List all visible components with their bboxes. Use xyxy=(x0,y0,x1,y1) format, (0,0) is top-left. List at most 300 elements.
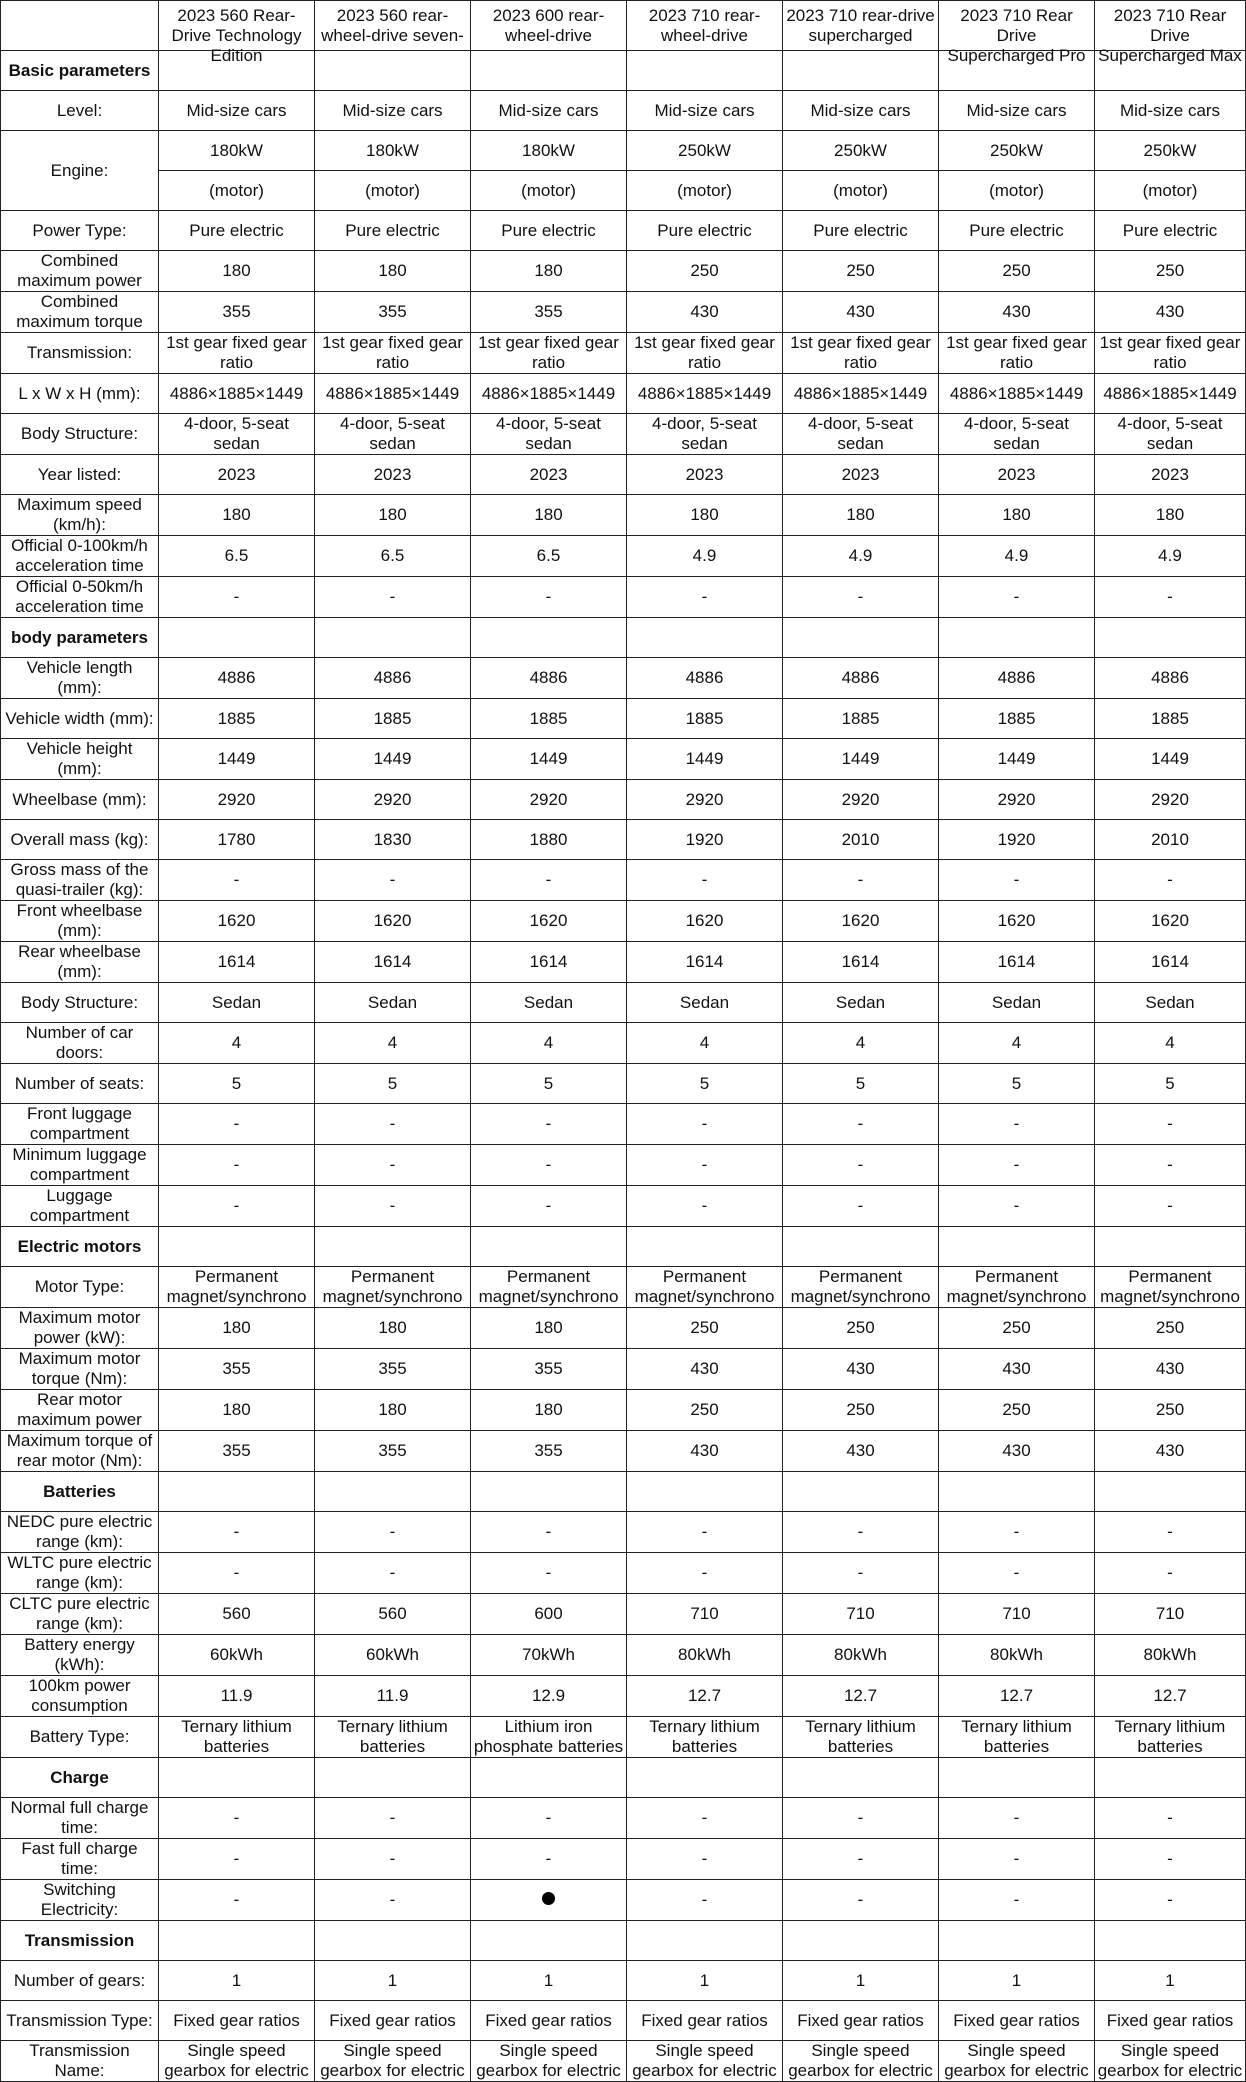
value-cell xyxy=(939,1635,1095,1676)
value-text: 5 xyxy=(699,1073,710,1093)
data-row xyxy=(1,1798,1246,1839)
value-cell xyxy=(315,780,471,820)
value-text: 1 xyxy=(1165,1970,1175,1990)
value-text: 5 xyxy=(855,1073,866,1093)
data-row xyxy=(1,1553,1246,1594)
row-label xyxy=(1,577,159,618)
value-text: 4-door, 5-seat sedan xyxy=(1117,414,1223,453)
value-cell xyxy=(939,414,1095,455)
row-label-text: Number of seats: xyxy=(14,1073,145,1093)
value-text: Permanent magnet/synchrono xyxy=(946,1267,1087,1306)
value-cell xyxy=(627,901,783,942)
value-text: 1620 xyxy=(997,911,1036,930)
value-text: - xyxy=(701,1196,708,1215)
value-text: 180 xyxy=(534,1318,563,1337)
value-text: - xyxy=(857,870,864,889)
value-text: 1885 xyxy=(1151,708,1189,728)
value-cell xyxy=(627,1104,783,1145)
value-cell xyxy=(159,374,315,414)
spec-table-body xyxy=(1,1,1246,2082)
value-cell xyxy=(315,1798,471,1839)
value-cell xyxy=(783,780,939,820)
value-text: 4 xyxy=(231,1033,242,1052)
value-text: - xyxy=(701,1114,708,1133)
section-title: Electric motors xyxy=(1,1227,159,1267)
value-cell xyxy=(315,251,471,292)
row-label-text: Battery energy (kWh): xyxy=(24,1635,135,1674)
value-text: 1920 xyxy=(997,829,1036,849)
value-text: 4.9 xyxy=(848,546,873,565)
value-text: 4886 xyxy=(841,668,880,687)
value-cell xyxy=(1095,211,1246,251)
value-text: 4 xyxy=(387,1033,398,1052)
value-cell xyxy=(471,1104,627,1145)
value-cell xyxy=(627,1186,783,1227)
value-text: 1 xyxy=(1011,1970,1022,1990)
empty-cell xyxy=(159,1227,315,1267)
value-cell xyxy=(159,211,315,251)
value-cell xyxy=(783,1635,939,1676)
value-text: 710 xyxy=(1155,1604,1185,1623)
value-text: 250 xyxy=(1002,1400,1031,1419)
value-cell xyxy=(159,1064,315,1104)
value-cell xyxy=(939,901,1095,942)
data-row xyxy=(1,1390,1246,1431)
value-cell xyxy=(315,901,471,942)
value-cell xyxy=(159,1635,315,1676)
value-cell xyxy=(1095,495,1246,536)
row-label xyxy=(1,983,159,1023)
value-cell xyxy=(1095,1798,1246,1839)
value-cell xyxy=(315,739,471,780)
value-cell xyxy=(159,739,315,780)
value-text: 2920 xyxy=(529,789,568,809)
value-cell xyxy=(939,374,1095,414)
empty-cell xyxy=(315,1227,471,1267)
value-text: - xyxy=(1013,1522,1020,1541)
value-cell xyxy=(627,1880,783,1921)
value-cell xyxy=(159,1512,315,1553)
value-text: - xyxy=(1013,1563,1020,1582)
value-cell xyxy=(627,739,783,780)
value-cell xyxy=(939,1717,1095,1758)
value-cell xyxy=(471,251,627,292)
value-cell xyxy=(471,91,627,131)
value-text: - xyxy=(545,1155,552,1174)
value-text: Ternary lithium batteries xyxy=(1114,1717,1226,1756)
row-label-text: Gross mass of the quasi-trailer (kg): xyxy=(10,860,149,899)
value-text: - xyxy=(545,1563,552,1582)
value-cell xyxy=(783,1553,939,1594)
value-text: 4886×1885×1449 xyxy=(481,383,616,403)
value-text: - xyxy=(389,1114,396,1133)
section-title: Transmission xyxy=(1,1921,159,1961)
value-cell xyxy=(159,455,315,495)
empty-cell xyxy=(159,1472,315,1512)
value-cell xyxy=(471,1349,627,1390)
data-row xyxy=(1,699,1246,739)
value-text: 1614 xyxy=(1151,952,1189,971)
value-text: 710 xyxy=(690,1604,719,1623)
value-text: 2023 xyxy=(685,464,724,484)
value-text: Mid-size cars xyxy=(342,100,443,120)
data-row xyxy=(1,1349,1246,1390)
value-text: - xyxy=(389,1890,396,1909)
value-text: 6.5 xyxy=(380,546,405,565)
value-cell xyxy=(939,1104,1095,1145)
value-text: 1880 xyxy=(529,829,568,849)
value-text: 430 xyxy=(1002,1359,1031,1378)
row-label xyxy=(1,1267,159,1308)
row-label-text: Power Type: xyxy=(32,220,127,240)
row-label xyxy=(1,860,159,901)
value-cell xyxy=(1095,1880,1246,1921)
value-cell xyxy=(939,2001,1095,2041)
value-cell xyxy=(471,455,627,495)
value-cell xyxy=(315,333,471,374)
value-cell xyxy=(1095,1717,1246,1758)
value-cell xyxy=(627,1839,783,1880)
value-text: 1830 xyxy=(373,829,412,849)
row-label-text: Fast full charge time: xyxy=(21,1839,138,1878)
empty-cell xyxy=(315,1921,471,1961)
value-cell xyxy=(627,374,783,414)
value-text: 180 xyxy=(222,1318,251,1337)
value-text: 250kW xyxy=(678,140,731,160)
value-text: (motor) xyxy=(677,180,732,200)
empty-cell xyxy=(783,1227,939,1267)
value-text: 250 xyxy=(1155,1400,1185,1419)
value-cell xyxy=(939,495,1095,536)
value-cell xyxy=(315,1308,471,1349)
value-cell xyxy=(1095,780,1246,820)
value-cell xyxy=(783,1064,939,1104)
empty-cell xyxy=(1095,1758,1246,1798)
row-label xyxy=(1,699,159,739)
value-text: 355 xyxy=(222,302,251,321)
value-cell xyxy=(471,1431,627,1472)
value-cell xyxy=(783,1390,939,1431)
value-cell xyxy=(939,91,1095,131)
value-text: 1449 xyxy=(997,749,1036,768)
value-cell xyxy=(1095,942,1246,983)
value-cell xyxy=(1095,1145,1246,1186)
value-cell xyxy=(159,901,315,942)
section-title: Batteries xyxy=(1,1472,159,1512)
value-cell xyxy=(1095,171,1246,211)
value-cell xyxy=(159,577,315,618)
row-label xyxy=(1,1023,159,1064)
value-cell xyxy=(783,1717,939,1758)
value-text: 1449 xyxy=(217,749,256,768)
empty-cell xyxy=(315,618,471,658)
value-text: 1620 xyxy=(217,911,256,930)
value-cell xyxy=(627,414,783,455)
value-cell xyxy=(159,1186,315,1227)
empty-cell xyxy=(1095,618,1246,658)
value-text: 180 xyxy=(846,505,875,524)
value-text: Single speed gearbox for electric xyxy=(476,2041,621,2080)
value-text: - xyxy=(1167,1563,1173,1582)
data-row xyxy=(1,455,1246,495)
value-text: 5 xyxy=(1165,1073,1175,1093)
value-text: 250 xyxy=(1002,1318,1031,1337)
value-cell xyxy=(471,901,627,942)
value-text: - xyxy=(389,870,396,889)
value-text: 1449 xyxy=(1151,749,1189,768)
value-cell xyxy=(939,211,1095,251)
empty-cell xyxy=(315,1472,471,1512)
value-cell xyxy=(471,131,627,171)
value-text: 1614 xyxy=(529,952,568,971)
value-text: 1780 xyxy=(217,829,256,849)
value-text: 1614 xyxy=(685,952,724,971)
value-text: Pure electric xyxy=(345,220,440,240)
value-cell xyxy=(783,1880,939,1921)
row-label-text: CLTC pure electric range (km): xyxy=(9,1594,150,1633)
value-text: 1620 xyxy=(841,911,880,930)
row-label xyxy=(1,211,159,251)
value-cell xyxy=(315,942,471,983)
row-label xyxy=(1,374,159,414)
value-text: 80kWh xyxy=(834,1645,887,1664)
value-cell xyxy=(939,739,1095,780)
value-cell xyxy=(315,1635,471,1676)
value-text: 5 xyxy=(231,1073,242,1093)
value-cell xyxy=(783,1839,939,1880)
column-header: 2023 710 rear-wheel-drive xyxy=(627,1,783,51)
value-text: - xyxy=(233,1196,240,1215)
value-cell xyxy=(783,820,939,860)
value-cell xyxy=(1095,577,1246,618)
value-cell xyxy=(1095,251,1246,292)
value-cell xyxy=(471,211,627,251)
value-text: 4-door, 5-seat sedan xyxy=(652,414,757,453)
row-label-text: Body Structure: xyxy=(20,992,139,1012)
value-text: 180 xyxy=(378,505,407,524)
value-cell xyxy=(315,292,471,333)
value-cell xyxy=(159,414,315,455)
value-text: Sedan xyxy=(523,992,574,1012)
value-text: - xyxy=(857,1563,864,1582)
value-text: - xyxy=(857,1114,864,1133)
value-cell xyxy=(159,1553,315,1594)
value-text: 2010 xyxy=(841,829,880,849)
row-label xyxy=(1,2001,159,2041)
value-cell xyxy=(471,739,627,780)
empty-cell xyxy=(783,51,939,91)
row-label-text: Number of car doors: xyxy=(25,1023,134,1062)
value-cell xyxy=(939,251,1095,292)
value-text: Fixed gear ratios xyxy=(173,2010,300,2030)
value-text: Permanent magnet/synchrono xyxy=(634,1267,775,1306)
value-cell xyxy=(159,1798,315,1839)
value-text: Mid-size cars xyxy=(810,100,911,120)
value-cell xyxy=(471,1064,627,1104)
value-cell xyxy=(1095,1267,1246,1308)
header-corner-cell xyxy=(1,1,159,51)
value-text: 250kW xyxy=(834,140,887,160)
value-cell xyxy=(627,333,783,374)
value-text: Fixed gear ratios xyxy=(329,2010,456,2030)
value-cell xyxy=(627,1594,783,1635)
value-text: 180 xyxy=(222,261,251,280)
value-text: 5 xyxy=(543,1073,554,1093)
value-text: 1 xyxy=(543,1970,554,1990)
value-cell xyxy=(159,2001,315,2041)
value-text: 2023 xyxy=(217,464,256,484)
value-text: - xyxy=(233,587,240,606)
value-cell xyxy=(159,820,315,860)
value-cell xyxy=(471,860,627,901)
value-cell xyxy=(939,1880,1095,1921)
value-cell xyxy=(315,577,471,618)
value-cell xyxy=(315,1349,471,1390)
value-cell xyxy=(783,1961,939,2001)
value-text: Mid-size cars xyxy=(1119,100,1221,120)
value-text: - xyxy=(389,1522,396,1541)
value-text: Permanent magnet/synchrono xyxy=(478,1267,619,1306)
value-cell xyxy=(627,1676,783,1717)
value-cell xyxy=(159,91,315,131)
value-cell xyxy=(783,171,939,211)
row-label xyxy=(1,414,159,455)
value-text: - xyxy=(1167,1114,1173,1133)
value-text: 6.5 xyxy=(224,546,249,565)
value-cell xyxy=(315,131,471,171)
value-text: Ternary lithium batteries xyxy=(961,1717,1072,1756)
value-text: 4886×1885×1449 xyxy=(793,383,928,403)
value-cell xyxy=(471,658,627,699)
row-label-text: Vehicle width (mm): xyxy=(5,708,154,728)
empty-cell xyxy=(471,1758,627,1798)
value-text: Permanent magnet/synchrono xyxy=(322,1267,463,1306)
value-text: 1 xyxy=(387,1970,398,1990)
value-cell xyxy=(783,942,939,983)
value-text: 1614 xyxy=(997,952,1036,971)
data-subrow xyxy=(1,171,1246,211)
value-cell xyxy=(471,414,627,455)
value-text: Single speed gearbox for electric xyxy=(1097,2041,1243,2080)
value-cell xyxy=(627,820,783,860)
value-text: 2023 xyxy=(841,464,880,484)
value-cell xyxy=(159,1676,315,1717)
value-text: - xyxy=(545,1114,552,1133)
value-text: - xyxy=(389,1808,396,1827)
value-cell xyxy=(783,577,939,618)
value-text: 4.9 xyxy=(1004,546,1029,565)
section-row xyxy=(1,1921,1246,1961)
row-label xyxy=(1,658,159,699)
value-text: - xyxy=(1167,870,1173,889)
value-text: 355 xyxy=(534,1359,563,1378)
value-cell xyxy=(159,251,315,292)
empty-cell xyxy=(939,1227,1095,1267)
value-cell xyxy=(471,1676,627,1717)
value-cell xyxy=(939,1431,1095,1472)
value-cell xyxy=(315,1717,471,1758)
value-cell xyxy=(627,860,783,901)
value-text: 430 xyxy=(1155,302,1185,321)
row-label-text: Vehicle height (mm): xyxy=(26,739,133,778)
value-cell xyxy=(939,1308,1095,1349)
value-cell xyxy=(783,860,939,901)
value-text: - xyxy=(545,587,552,606)
value-cell xyxy=(315,983,471,1023)
value-text: 180kW xyxy=(522,140,575,160)
empty-cell xyxy=(1095,1472,1246,1512)
value-text: 180 xyxy=(378,261,407,280)
value-cell xyxy=(315,1390,471,1431)
value-cell xyxy=(783,495,939,536)
value-cell xyxy=(939,1023,1095,1064)
value-text: 4 xyxy=(699,1033,710,1052)
row-label-text: NEDC pure electric range (km): xyxy=(6,1512,153,1551)
value-cell xyxy=(159,780,315,820)
value-text: 180 xyxy=(534,505,563,524)
value-cell xyxy=(159,333,315,374)
value-text: 250kW xyxy=(990,140,1043,160)
value-text: - xyxy=(1013,1808,1020,1827)
value-cell xyxy=(471,2001,627,2041)
value-cell xyxy=(627,1553,783,1594)
value-text: Permanent magnet/synchrono xyxy=(790,1267,931,1306)
value-text: - xyxy=(857,1849,864,1868)
value-cell xyxy=(1095,455,1246,495)
value-cell xyxy=(471,1023,627,1064)
value-text: 4-door, 5-seat sedan xyxy=(808,414,913,453)
value-text: - xyxy=(545,1849,552,1868)
value-text: (motor) xyxy=(365,180,420,200)
value-text: 4886 xyxy=(685,668,724,687)
row-label xyxy=(1,1553,159,1594)
value-text: - xyxy=(1013,870,1020,889)
value-cell xyxy=(315,2041,471,2082)
value-text: 430 xyxy=(846,1359,875,1378)
column-header: 2023 560 Rear-Drive Technology Edition xyxy=(159,1,315,51)
empty-cell xyxy=(939,1472,1095,1512)
value-text: 1449 xyxy=(685,749,724,768)
value-cell xyxy=(627,699,783,739)
value-text: 430 xyxy=(1155,1441,1185,1460)
value-cell xyxy=(159,1349,315,1390)
row-label xyxy=(1,91,159,131)
value-cell xyxy=(783,1349,939,1390)
value-text: 12.7 xyxy=(687,1686,722,1705)
value-text: 80kWh xyxy=(990,1645,1043,1664)
row-label xyxy=(1,1880,159,1921)
data-row xyxy=(1,739,1246,780)
value-cell xyxy=(159,131,315,171)
value-cell xyxy=(627,942,783,983)
value-cell xyxy=(159,699,315,739)
value-cell xyxy=(315,1267,471,1308)
empty-cell xyxy=(471,1921,627,1961)
value-text: - xyxy=(233,1890,240,1909)
data-row xyxy=(1,1186,1246,1227)
value-text: 180 xyxy=(1002,505,1031,524)
value-cell xyxy=(1095,983,1246,1023)
value-cell xyxy=(159,658,315,699)
data-row xyxy=(1,251,1246,292)
value-cell xyxy=(939,1064,1095,1104)
empty-cell xyxy=(159,1758,315,1798)
row-label xyxy=(1,1431,159,1472)
value-cell xyxy=(315,820,471,860)
value-cell xyxy=(627,1390,783,1431)
value-text: 250kW xyxy=(1143,140,1197,160)
column-header: 2023 600 rear-wheel-drive xyxy=(471,1,627,51)
